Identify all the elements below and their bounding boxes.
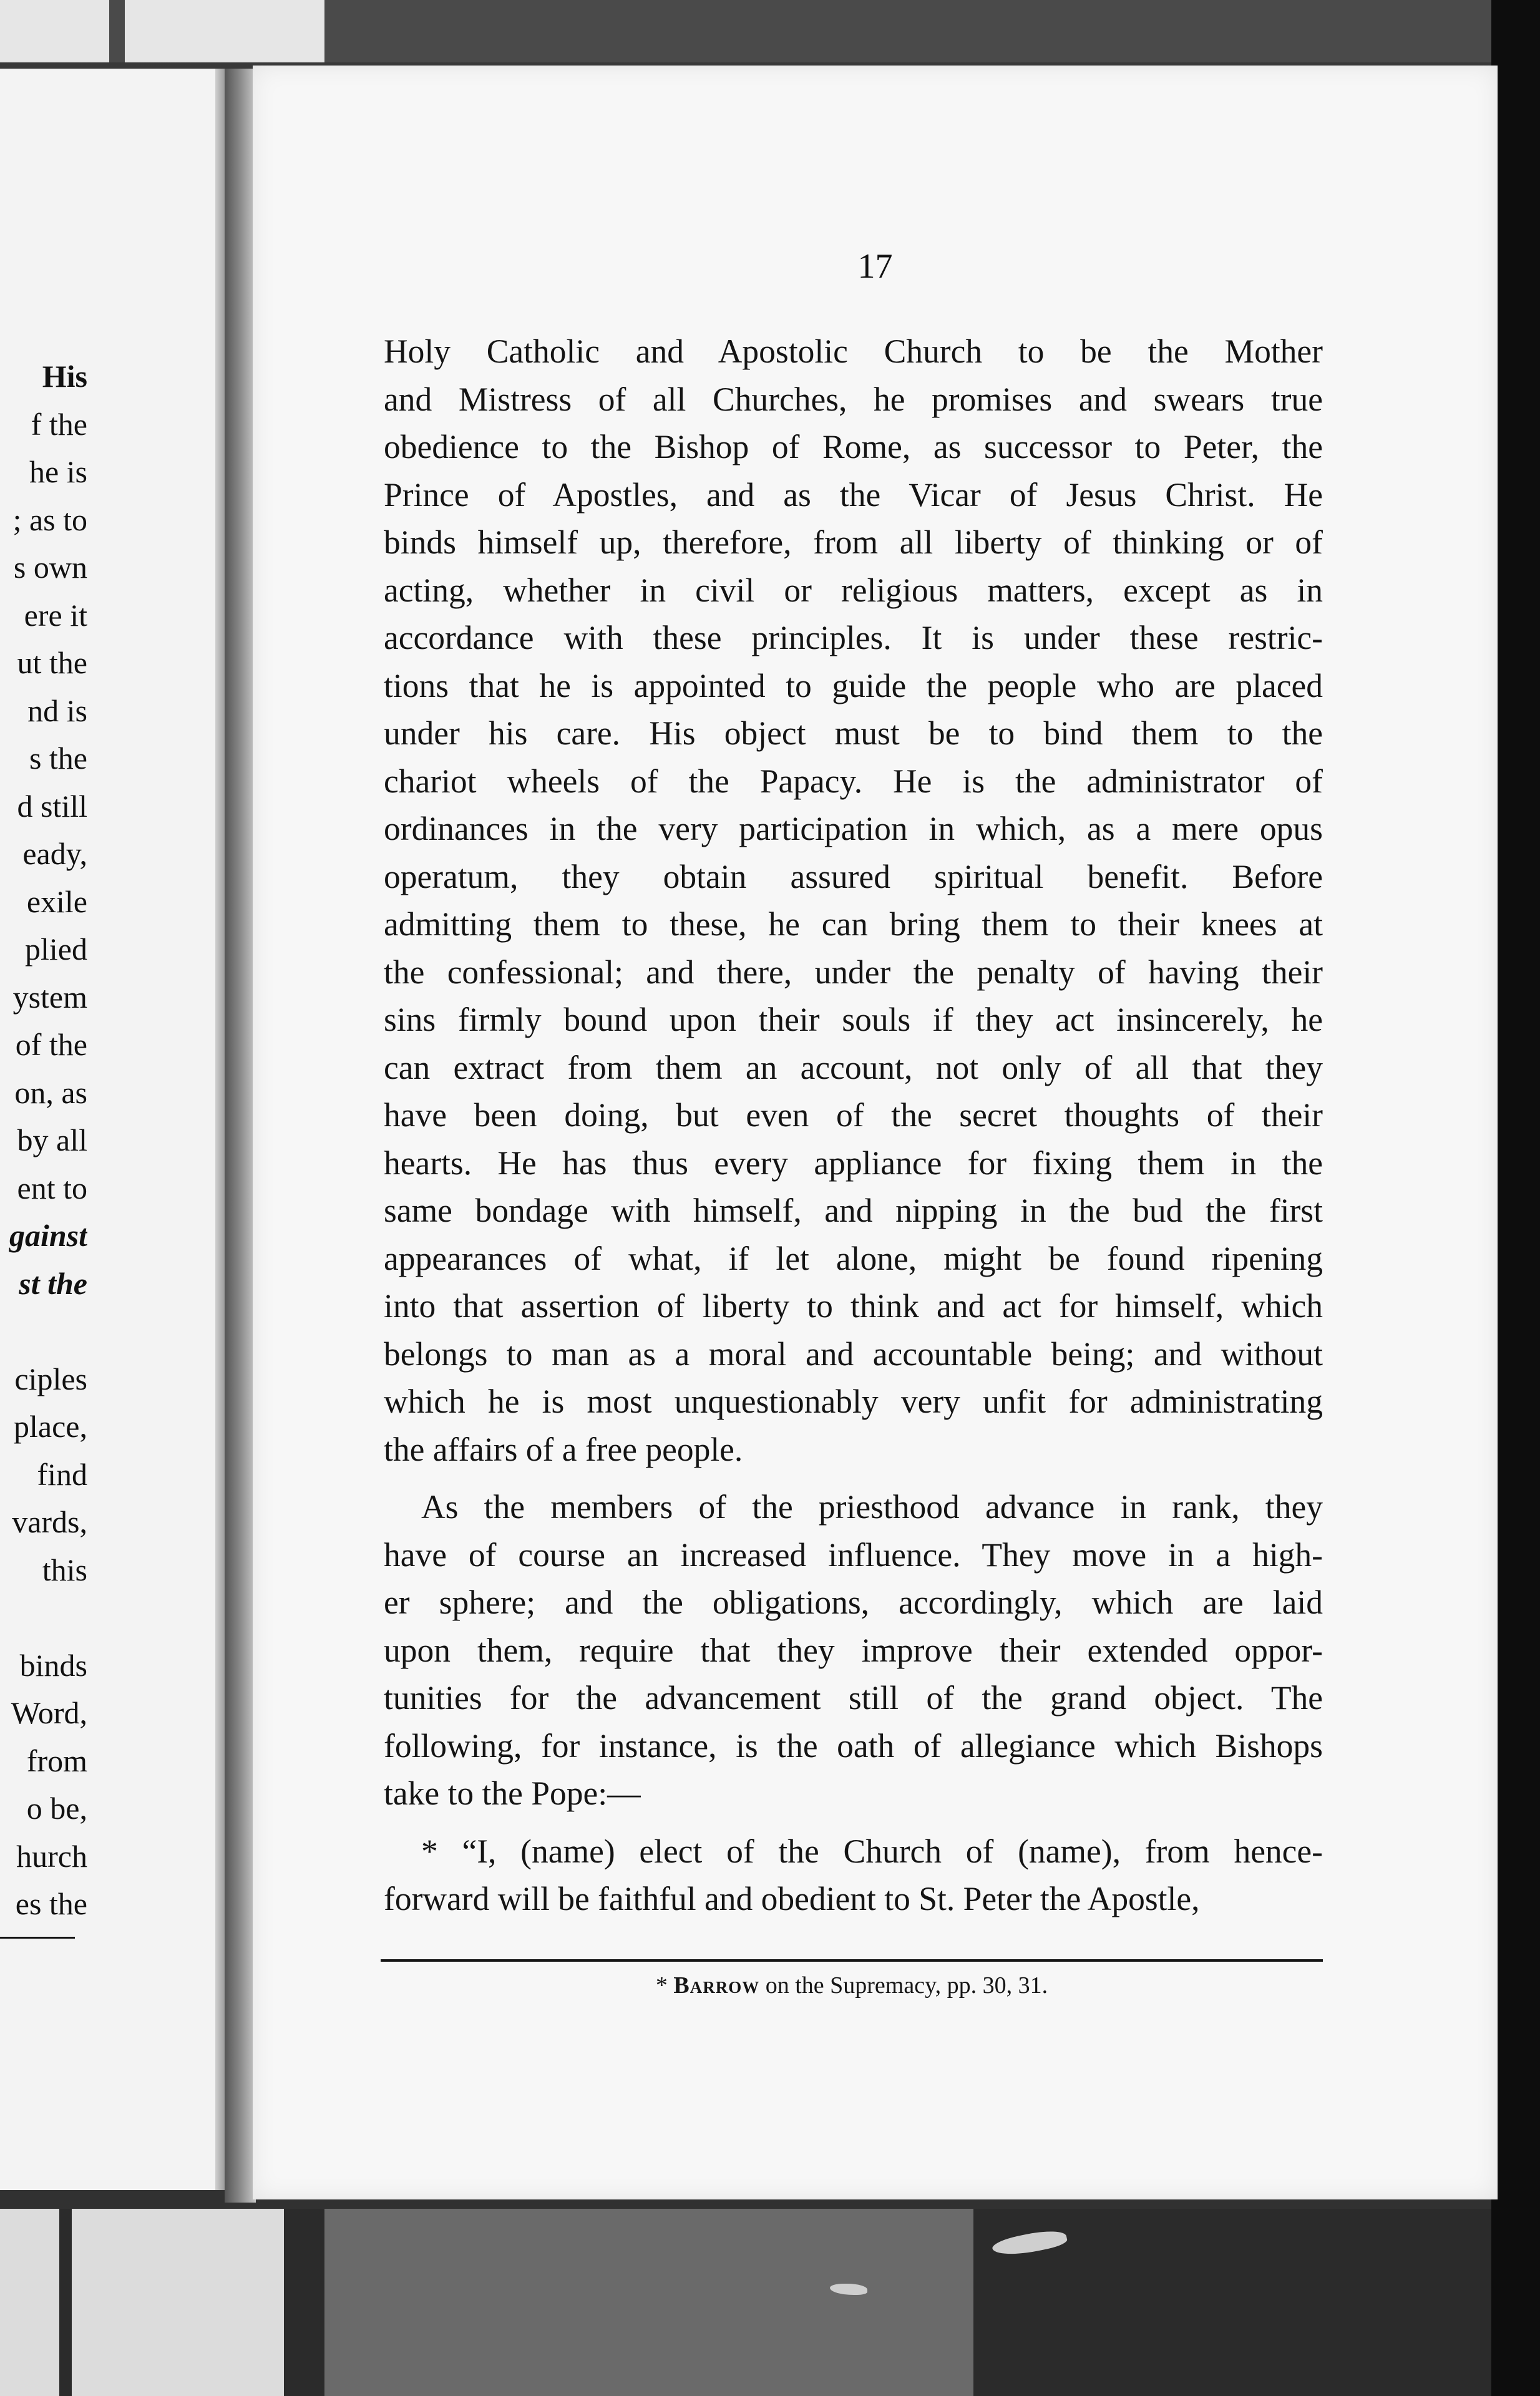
facing-page-line: ut the [17,645,87,680]
text-line: tunities for the advancement still of the grand object. The [384,1679,1323,1717]
facing-page-line [0,1307,87,1355]
facing-page-line [0,1594,87,1642]
text-line: As the members of the priesthood advance in rank, they [421,1488,1323,1526]
text-line: Holy Catholic and Apostolic Church to be the Mother [384,333,1323,370]
text-line: belongs to man as a moral and accountable being; and without [384,1335,1323,1373]
text-line: the confessional; and there, under the penalty of having their [384,953,1323,991]
text-line: admitting them to these, he can bring them to their knees at [384,905,1323,943]
facing-page-text [0,353,87,1939]
text-line: appearances of what, if let alone, might be found ripening [384,1239,1323,1277]
text-line: which he is most unquestionably very unfit for administrating [384,1383,1323,1420]
facing-page-line: vards, [12,1504,87,1539]
text-line: the affairs of a free people. [384,1430,743,1468]
paragraph-3 [384,1828,1323,1923]
text-line: under his care. His object must be to bind them to the [384,714,1323,752]
text-line: binds himself up, therefore, from all liberty of thinking or of [384,524,1323,561]
facing-page-line: His [42,359,87,394]
text-line: sins firmly bound upon their souls if they act insincerely, he [384,1001,1323,1038]
facing-page-line: binds [19,1647,87,1683]
text-line: obedience to the Bishop of Rome, as successor to Peter, the [384,428,1323,465]
paragraph-1 [384,328,1323,1473]
text-line: and Mistress of all Churches, he promises and swears true [384,380,1323,418]
facing-page-line: find [37,1456,87,1492]
facing-page-line: of the [15,1027,87,1062]
text-line: same bondage with himself, and nipping in the bud the first [384,1192,1323,1229]
text-line: following, for instance, is the oath of allegiance which Bishops [384,1726,1323,1765]
facing-page-line: place, [14,1409,87,1444]
text-line: can extract from them an account, not only of all that they [384,1048,1323,1086]
text-line: accordance with these principles. It is under these restric- [384,619,1323,656]
facing-page-line: he is [29,454,87,489]
facing-page-line: by all [17,1123,87,1157]
facing-page-line: nd is [27,693,87,728]
footnote [381,1972,1323,1999]
facing-page-line: d still [17,788,87,824]
facing-page-line: on, as [14,1074,87,1110]
text-line: upon them, require that they improve their extended oppor- [384,1631,1323,1669]
facing-page-line: es the [15,1886,87,1921]
facing-page-line: ere it [24,597,87,633]
facing-page-fragment [0,69,228,2190]
facing-page-line: exile [26,884,87,919]
text-line: tions that he is appointed to guide the people who are placed [384,666,1323,704]
text-line: operatum, they obtain assured spiritual benefit. Before [384,857,1323,895]
text-line: take to the Pope:— [384,1775,641,1812]
facing-page-line: s the [29,741,87,776]
book-spine [225,69,256,2203]
footnote-author: Barrow [673,1972,760,1999]
scan-right-edge [1491,0,1540,2396]
body-text [384,328,1323,1923]
footnote-rule [381,1959,1323,1962]
facing-page-line: plied [25,932,87,967]
text-line: forward will be faithful and obedient to St. Peter the Apostle, [384,1880,1200,1917]
text-line: * “I, (name) elect of the Church of (name), from hence- [421,1832,1323,1870]
scan-bottom-edge [0,2209,1540,2396]
facing-page-line: from [26,1743,87,1778]
scan-top-edge [0,0,1540,62]
text-line: Prince of Apostles, and as the Vicar of Jesus Christ. He [384,475,1323,514]
facing-page-line: eady, [22,836,87,871]
facing-page-line: s own [13,550,87,585]
facing-page-line: Word, [11,1695,87,1730]
facing-page-line: ent to [17,1170,87,1205]
text-line: hearts. He has thus every appliance for fixing them in the [384,1144,1323,1182]
footnote-text: on the Supremacy, pp. 30, 31. [759,1972,1048,1999]
text-line: have of course an increased influence. They move in a high- [384,1536,1323,1574]
facing-page-line: this [42,1552,87,1587]
facing-page-line: ystem [12,979,87,1015]
paragraph-2 [384,1483,1323,1818]
text-line: acting, whether in civil or religious matters, except as in [384,571,1323,609]
facing-page-rule [0,1937,75,1939]
page-number: 17 [857,247,893,286]
text-line: ordinances in the very participation in which, as a mere opus [384,810,1323,847]
text-line: have been doing, but even of the secret thoughts of their [384,1096,1323,1134]
facing-page-line: f the [31,406,87,442]
facing-page-line: hurch [16,1838,87,1874]
facing-page-line: ; as to [12,502,87,537]
facing-page-line: o be, [26,1791,87,1826]
text-line: chariot wheels of the Papacy. He is the administrator of [384,762,1323,800]
facing-page-line: gainst [9,1218,87,1253]
text-line: er sphere; and the obligations, accordingly, which are laid [384,1584,1323,1621]
footnote-marker: * [655,1972,668,1999]
facing-page-line: ciples [14,1361,87,1396]
facing-page-line: st the [19,1265,87,1301]
book-page [253,66,1498,2199]
text-line: into that assertion of liberty to think and act for himself, which [384,1287,1323,1325]
